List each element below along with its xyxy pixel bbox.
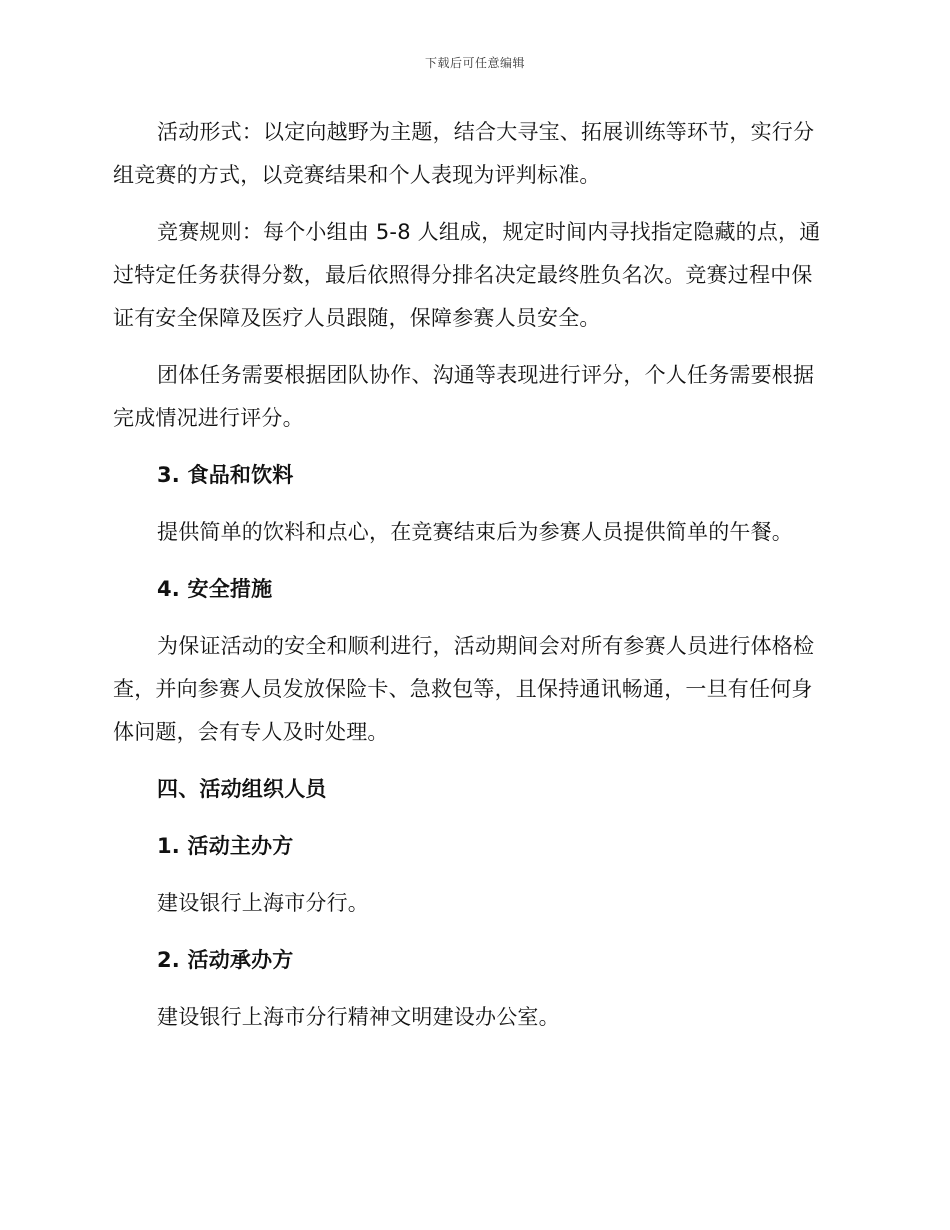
- paragraph-scoring: 团体任务需要根据团队协作、沟通等表现进行评分，个人任务需要根据完成情况进行评分。: [113, 363, 815, 430]
- paragraph-food-drinks: 提供简单的饮料和点心，在竞赛结束后为参赛人员提供简单的午餐。: [157, 520, 793, 544]
- heading-host: 1. 活动主办方: [157, 834, 294, 858]
- heading-organizer: 2. 活动承办方: [157, 948, 294, 972]
- paragraph-safety-measures: 为保证活动的安全和顺利进行，活动期间会对所有参赛人员进行体格检查，并向参赛人员发放保险卡、急救包等，且保持通讯畅通，一旦有任何身体问题，会有专人及时处理。: [113, 634, 815, 744]
- heading-safety-measures: 4. 安全措施: [157, 577, 273, 601]
- paragraph-competition-rules: 竞赛规则：每个小组由 5-8 人组成，规定时间内寻找指定隐藏的点，通过特定任务获得分数，最后依照得分排名决定最终胜负名次。竞赛过程中保证有安全保障及医疗人员跟随，保障参赛人员安全。: [113, 220, 821, 330]
- heading-organizers: 四、活动组织人员: [157, 777, 327, 801]
- paragraph-organizer: 建设银行上海市分行精神文明建设办公室。: [157, 1005, 560, 1029]
- header-note: 下载后可任意编辑: [424, 56, 525, 70]
- document-body: [113, 111, 833, 1053]
- paragraph-activity-format: 活动形式：以定向越野为主题，结合大寻宝、拓展训练等环节，实行分组竞赛的方式，以竞赛结果和个人表现为评判标准。: [113, 120, 815, 187]
- heading-food-drinks: 3. 食品和饮料: [157, 463, 294, 487]
- paragraph-host: 建设银行上海市分行。: [157, 891, 369, 915]
